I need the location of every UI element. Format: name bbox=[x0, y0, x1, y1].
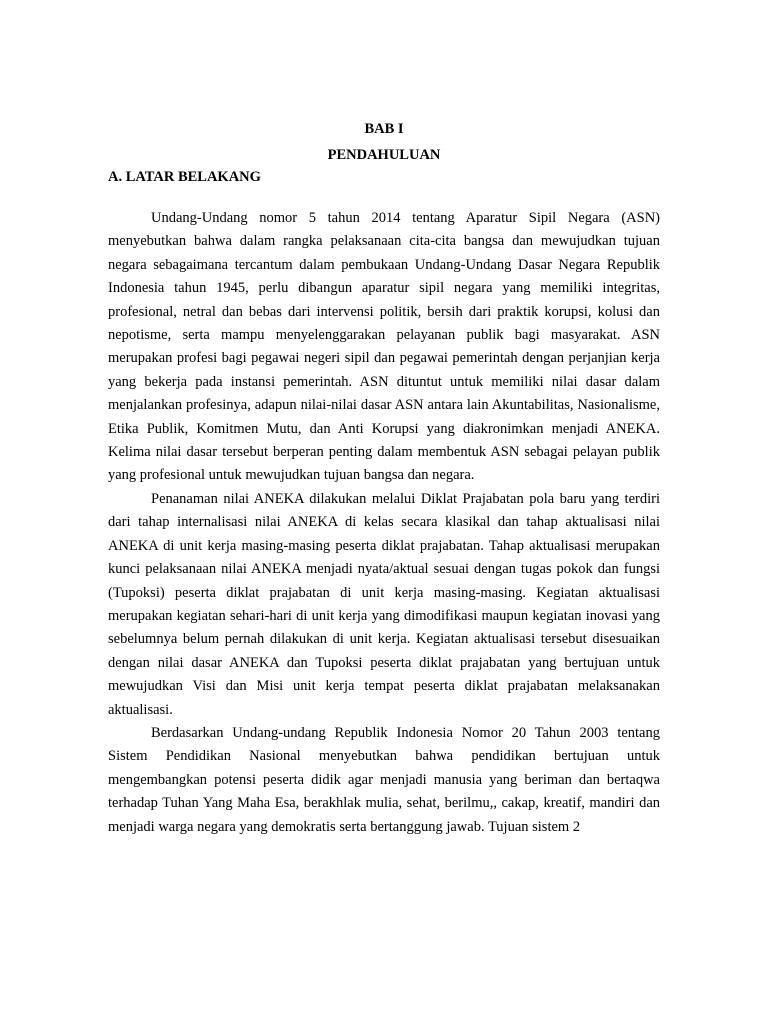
chapter-number: BAB I bbox=[364, 121, 404, 137]
paragraph-asn-background: Undang-Undang nomor 5 tahun 2014 tentang Aparatur Sipil Negara (ASN) menyebutkan bahwa dalam rangka pelaksanaan cita-cita bangsa dan mewujudkan tujuan negara sebagaimana tercantum dalam pembukaan Undang-Undang Dasar Negara Republik Indonesia tahun 1945, perlu dibangun aparatur sipil negara yang memiliki integritas, profesional, netral dan bebas dari intervensi politik, bersih dari praktik korupsi, kolusi dan nepotisme, serta mampu menyelenggarakan pelayanan publik bagi masyarakat. ASN merupakan profesi bagi pegawai negeri sipil dan pegawai pemerintah dengan perjanjian kerja yang bekerja pada instansi pemerintah. ASN dituntut untuk memiliki nilai dasar dalam menjalankan profesinya, adapun nilai-nilai dasar ASN antara lain Akuntabilitas, Nasionalisme, Etika Publik, Komitmen Mutu, dan Anti Korupsi yang diakronimkan menjadi ANEKA. Kelima nilai dasar tersebut berperan penting dalam membentuk ASN sebagai pelayan publik yang profesional untuk mewujudkan tujuan bangsa dan negara. bbox=[108, 210, 660, 484]
body-text bbox=[108, 207, 660, 839]
section-heading: A. LATAR BELAKANG bbox=[108, 169, 261, 185]
chapter-title: PENDAHULUAN bbox=[327, 147, 441, 163]
paragraph-aneka-instillment: Penanaman nilai ANEKA dilakukan melalui Diklat Prajabatan pola baru yang terdiri dari tahap internalisasi nilai ANEKA di kelas secara klasikal dan tahap aktualisasi nilai ANEKA di unit kerja masing-masing peserta diklat prajabatan. Tahap aktualisasi merupakan kunci pelaksanaan nilai ANEKA menjadi nyata/aktual sesuai dengan tugas pokok dan fungsi (Tupoksi) peserta diklat prajabatan di unit kerja masing-masing. Kegiatan aktualisasi merupakan kegiatan sehari-hari di unit kerja yang dimodifikasi maupun kegiatan inovasi yang sebelumnya belum pernah dilakukan di unit kerja. Kegiatan aktualisasi tersebut disesuaikan dengan nilai dasar ANEKA dan Tupoksi peserta diklat prajabatan yang bertujuan untuk mewujudkan Visi dan Misi unit kerja tempat peserta diklat prajabatan melaksanakan aktualisasi. bbox=[108, 490, 660, 718]
paragraph-education-law: Berdasarkan Undang-undang Republik Indonesia Nomor 20 Tahun 2003 tentang Sistem Pendidikan Nasional menyebutkan bahwa pendidikan bertujuan untuk mengembangkan potensi peserta didik agar menjadi manusia yang beriman dan bertaqwa terhadap Tuhan Yang Maha Esa, berakhlak mulia, sehat, berilmu,, cakap, kreatif, mandiri dan menjadi warga negara yang demokratis serta bertanggung jawab. Tujuan sistem 2 bbox=[108, 724, 660, 835]
